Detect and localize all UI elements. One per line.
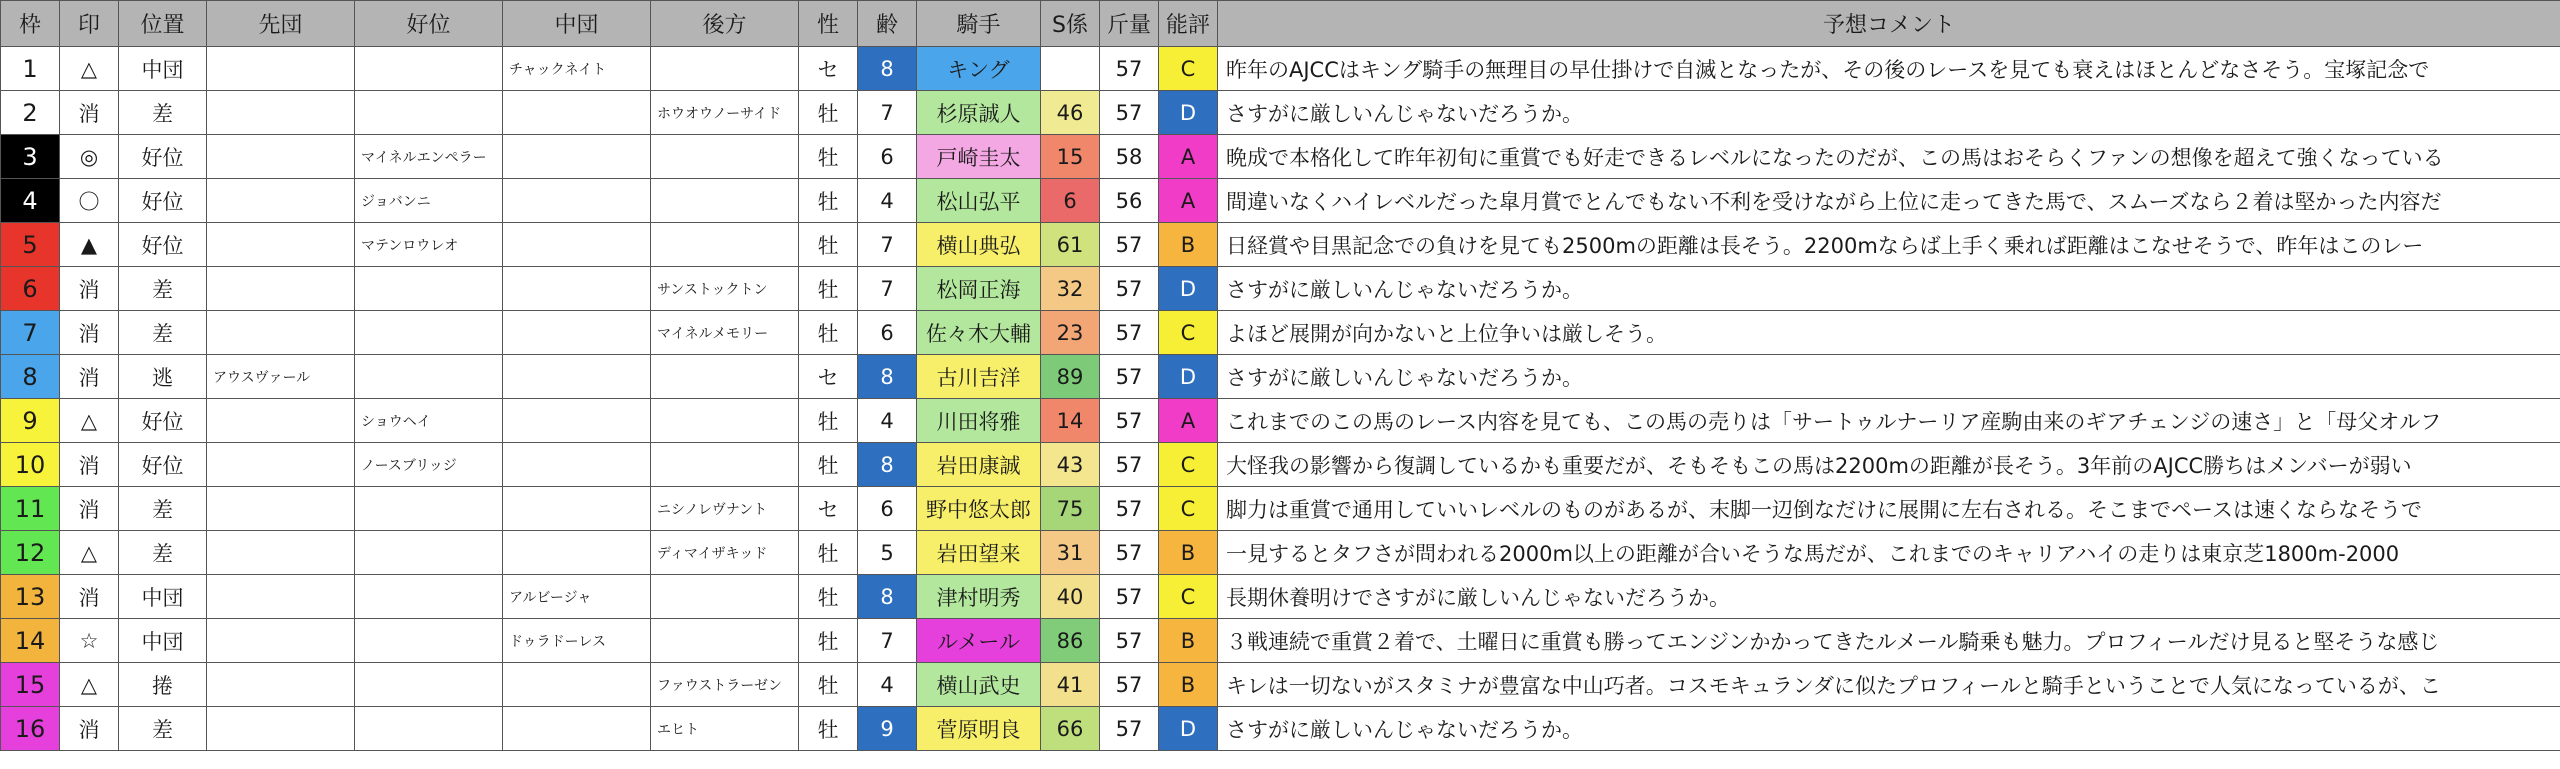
comment-cell: 一見するとタフさが問われる2000m以上の距離が合いそうな馬だが、これまでのキャリアハイの走りは東京芝1800m-2000: [1218, 531, 2560, 575]
sendan-cell: [207, 399, 355, 443]
s-index-cell: 23: [1041, 311, 1100, 355]
jockey-cell: 岩田康誠: [917, 443, 1041, 487]
koui-cell: マイネルエンペラー: [355, 135, 503, 179]
mark-cell: 消: [60, 707, 119, 751]
s-index-cell: 75: [1041, 487, 1100, 531]
chudan-cell: [503, 531, 651, 575]
chudan-cell: [503, 707, 651, 751]
grade-cell: B: [1159, 223, 1218, 267]
koui-cell: ショウヘイ: [355, 399, 503, 443]
jockey-cell: 松山弘平: [917, 179, 1041, 223]
s-index-cell: 66: [1041, 707, 1100, 751]
position-cell: 好位: [119, 135, 207, 179]
sex-cell: 牡: [799, 91, 858, 135]
mark-cell: ☆: [60, 619, 119, 663]
grade-cell: B: [1159, 531, 1218, 575]
age-cell: 6: [858, 487, 917, 531]
header-chudan: 中団: [503, 1, 651, 47]
jockey-cell: 川田将雅: [917, 399, 1041, 443]
kouhou-cell: マイネルメモリー: [651, 311, 799, 355]
mark-cell: 消: [60, 267, 119, 311]
header-kouhou: 後方: [651, 1, 799, 47]
comment-cell: ３戦連続で重賞２着で、土曜日に重賞も勝ってエンジンかかってきたルメール騎乗も魅力。プロフィールだけ見ると堅そうな感じ: [1218, 619, 2560, 663]
waku-cell: 12: [1, 531, 60, 575]
jockey-cell: 古川吉洋: [917, 355, 1041, 399]
mark-cell: △: [60, 663, 119, 707]
comment-cell: さすがに厳しいんじゃないだろうか。: [1218, 267, 2560, 311]
jockey-cell: 杉原誠人: [917, 91, 1041, 135]
header-mark: 印: [60, 1, 119, 47]
comment-cell: 日経賞や目黒記念での負けを見ても2500mの距離は長そう。2200mならば上手く乗れば距離はこなせそうで、昨年はこのレー: [1218, 223, 2560, 267]
grade-cell: C: [1159, 443, 1218, 487]
mark-cell: 消: [60, 575, 119, 619]
weight-cell: 56: [1100, 179, 1159, 223]
mark-cell: △: [60, 531, 119, 575]
sendan-cell: [207, 575, 355, 619]
grade-cell: C: [1159, 487, 1218, 531]
age-cell: 8: [858, 47, 917, 91]
chudan-cell: [503, 399, 651, 443]
s-index-cell: [1041, 47, 1100, 91]
age-cell: 8: [858, 443, 917, 487]
weight-cell: 57: [1100, 531, 1159, 575]
weight-cell: 57: [1100, 47, 1159, 91]
chudan-cell: [503, 223, 651, 267]
weight-cell: 57: [1100, 91, 1159, 135]
sendan-cell: [207, 267, 355, 311]
s-index-cell: 40: [1041, 575, 1100, 619]
s-index-cell: 41: [1041, 663, 1100, 707]
kouhou-cell: サンストックトン: [651, 267, 799, 311]
sendan-cell: [207, 223, 355, 267]
jockey-cell: 横山典弘: [917, 223, 1041, 267]
kouhou-cell: [651, 135, 799, 179]
jockey-cell: 佐々木大輔: [917, 311, 1041, 355]
table-row: [1, 47, 2560, 91]
position-cell: 好位: [119, 443, 207, 487]
waku-cell: 7: [1, 311, 60, 355]
chudan-cell: アルビージャ: [503, 575, 651, 619]
chudan-cell: [503, 311, 651, 355]
sex-cell: 牡: [799, 443, 858, 487]
position-cell: 差: [119, 267, 207, 311]
sendan-cell: [207, 487, 355, 531]
comment-cell: 間違いなくハイレベルだった皐月賞でとんでもない不利を受けながら上位に走ってきた馬で、スムーズなら２着は堅かった内容だ: [1218, 179, 2560, 223]
comment-cell: 晩成で本格化して昨年初旬に重賞でも好走できるレベルになったのだが、この馬はおそらくファンの想像を超えて強くなっている: [1218, 135, 2560, 179]
position-cell: 差: [119, 487, 207, 531]
kouhou-cell: [651, 575, 799, 619]
table-row: [1, 575, 2560, 619]
waku-cell: 2: [1, 91, 60, 135]
table-row: [1, 487, 2560, 531]
weight-cell: 57: [1100, 619, 1159, 663]
age-cell: 4: [858, 179, 917, 223]
age-cell: 5: [858, 531, 917, 575]
position-cell: 中団: [119, 47, 207, 91]
waku-cell: 15: [1, 663, 60, 707]
koui-cell: [355, 575, 503, 619]
table-row: [1, 179, 2560, 223]
waku-cell: 4: [1, 179, 60, 223]
s-index-cell: 61: [1041, 223, 1100, 267]
sex-cell: 牡: [799, 267, 858, 311]
age-cell: 4: [858, 663, 917, 707]
waku-cell: 5: [1, 223, 60, 267]
grade-cell: D: [1159, 267, 1218, 311]
chudan-cell: [503, 135, 651, 179]
koui-cell: [355, 619, 503, 663]
kouhou-cell: [651, 223, 799, 267]
kouhou-cell: [651, 179, 799, 223]
position-cell: 逃: [119, 355, 207, 399]
chudan-cell: [503, 179, 651, 223]
comment-cell: よほど展開が向かないと上位争いは厳しそう。: [1218, 311, 2560, 355]
sendan-cell: [207, 707, 355, 751]
sendan-cell: [207, 619, 355, 663]
weight-cell: 57: [1100, 575, 1159, 619]
waku-cell: 8: [1, 355, 60, 399]
sex-cell: 牡: [799, 575, 858, 619]
header-weight: 斤量: [1100, 1, 1159, 47]
mark-cell: 消: [60, 443, 119, 487]
koui-cell: [355, 663, 503, 707]
kouhou-cell: ホウオウノーサイド: [651, 91, 799, 135]
jockey-cell: 横山武史: [917, 663, 1041, 707]
position-cell: 中団: [119, 575, 207, 619]
weight-cell: 57: [1100, 663, 1159, 707]
sex-cell: 牡: [799, 619, 858, 663]
waku-cell: 6: [1, 267, 60, 311]
chudan-cell: [503, 267, 651, 311]
waku-cell: 16: [1, 707, 60, 751]
header-position: 位置: [119, 1, 207, 47]
sex-cell: 牡: [799, 135, 858, 179]
jockey-cell: 野中悠太郎: [917, 487, 1041, 531]
position-cell: 好位: [119, 179, 207, 223]
koui-cell: [355, 487, 503, 531]
jockey-cell: 岩田望来: [917, 531, 1041, 575]
s-index-cell: 31: [1041, 531, 1100, 575]
chudan-cell: [503, 663, 651, 707]
grade-cell: D: [1159, 355, 1218, 399]
jockey-cell: 松岡正海: [917, 267, 1041, 311]
sex-cell: 牡: [799, 663, 858, 707]
position-cell: 差: [119, 707, 207, 751]
weight-cell: 57: [1100, 487, 1159, 531]
comment-cell: 昨年のAJCCはキング騎手の無理目の早仕掛けで自滅となったが、その後のレースを見ても衰えはほとんどなさそう。宝塚記念で: [1218, 47, 2560, 91]
sendan-cell: [207, 443, 355, 487]
position-cell: 中団: [119, 619, 207, 663]
sendan-cell: [207, 179, 355, 223]
sex-cell: セ: [799, 47, 858, 91]
kouhou-cell: [651, 443, 799, 487]
sex-cell: セ: [799, 355, 858, 399]
header-sendan: 先団: [207, 1, 355, 47]
table-body: [1, 47, 2560, 751]
mark-cell: 〇: [60, 179, 119, 223]
chudan-cell: [503, 443, 651, 487]
s-index-cell: 86: [1041, 619, 1100, 663]
header-sex: 性: [799, 1, 858, 47]
header-grade: 能評: [1159, 1, 1218, 47]
table-row: [1, 619, 2560, 663]
sex-cell: 牡: [799, 399, 858, 443]
grade-cell: D: [1159, 707, 1218, 751]
table-row: [1, 707, 2560, 751]
koui-cell: [355, 311, 503, 355]
table-row: [1, 355, 2560, 399]
header-comment: 予想コメント: [1218, 1, 2560, 47]
comment-cell: さすがに厳しいんじゃないだろうか。: [1218, 355, 2560, 399]
kouhou-cell: [651, 355, 799, 399]
age-cell: 9: [858, 707, 917, 751]
weight-cell: 57: [1100, 311, 1159, 355]
comment-cell: キレは一切ないがスタミナが豊富な中山巧者。コスモキュランダに似たプロフィールと騎手ということで人気になっているが、こ: [1218, 663, 2560, 707]
waku-cell: 13: [1, 575, 60, 619]
s-index-cell: 89: [1041, 355, 1100, 399]
koui-cell: [355, 531, 503, 575]
kouhou-cell: ディマイザキッド: [651, 531, 799, 575]
weight-cell: 57: [1100, 443, 1159, 487]
waku-cell: 1: [1, 47, 60, 91]
age-cell: 8: [858, 355, 917, 399]
position-cell: 捲: [119, 663, 207, 707]
table-row: [1, 663, 2560, 707]
mark-cell: 消: [60, 487, 119, 531]
sex-cell: 牡: [799, 707, 858, 751]
koui-cell: マテンロウレオ: [355, 223, 503, 267]
koui-cell: [355, 707, 503, 751]
mark-cell: 消: [60, 311, 119, 355]
weight-cell: 58: [1100, 135, 1159, 179]
jockey-cell: 菅原明良: [917, 707, 1041, 751]
sendan-cell: [207, 47, 355, 91]
comment-cell: さすがに厳しいんじゃないだろうか。: [1218, 91, 2560, 135]
weight-cell: 57: [1100, 223, 1159, 267]
table-row: [1, 399, 2560, 443]
koui-cell: [355, 47, 503, 91]
position-cell: 好位: [119, 223, 207, 267]
header-waku: 枠: [1, 1, 60, 47]
age-cell: 7: [858, 91, 917, 135]
koui-cell: ノースブリッジ: [355, 443, 503, 487]
grade-cell: B: [1159, 619, 1218, 663]
age-cell: 7: [858, 223, 917, 267]
sendan-cell: [207, 91, 355, 135]
sex-cell: 牡: [799, 179, 858, 223]
position-cell: 差: [119, 91, 207, 135]
grade-cell: A: [1159, 399, 1218, 443]
age-cell: 7: [858, 619, 917, 663]
koui-cell: [355, 267, 503, 311]
comment-cell: これまでのこの馬のレース内容を見ても、この馬の売りは「サートゥルナーリア産駒由来のギアチェンジの速さ」と「母父オルフ: [1218, 399, 2560, 443]
sex-cell: 牡: [799, 223, 858, 267]
s-index-cell: 32: [1041, 267, 1100, 311]
kouhou-cell: ファウストラーゼン: [651, 663, 799, 707]
position-cell: 差: [119, 311, 207, 355]
position-cell: 差: [119, 531, 207, 575]
sendan-cell: [207, 135, 355, 179]
mark-cell: △: [60, 399, 119, 443]
grade-cell: A: [1159, 179, 1218, 223]
kouhou-cell: ニシノレヴナント: [651, 487, 799, 531]
sex-cell: 牡: [799, 311, 858, 355]
mark-cell: 消: [60, 91, 119, 135]
mark-cell: 消: [60, 355, 119, 399]
weight-cell: 57: [1100, 355, 1159, 399]
comment-cell: 長期休養明けでさすがに厳しいんじゃないだろうか。: [1218, 575, 2560, 619]
waku-cell: 3: [1, 135, 60, 179]
sex-cell: セ: [799, 487, 858, 531]
chudan-cell: ドゥラドーレス: [503, 619, 651, 663]
jockey-cell: キング: [917, 47, 1041, 91]
grade-cell: A: [1159, 135, 1218, 179]
jockey-cell: 戸崎圭太: [917, 135, 1041, 179]
sex-cell: 牡: [799, 531, 858, 575]
s-index-cell: 43: [1041, 443, 1100, 487]
grade-cell: C: [1159, 311, 1218, 355]
s-index-cell: 46: [1041, 91, 1100, 135]
grade-cell: B: [1159, 663, 1218, 707]
weight-cell: 57: [1100, 267, 1159, 311]
sendan-cell: アウスヴァール: [207, 355, 355, 399]
comment-cell: 脚力は重賞で通用していいレベルのものがあるが、末脚一辺倒なだけに展開に左右される。そこまでペースは速くならなそうで: [1218, 487, 2560, 531]
header-jockey: 騎手: [917, 1, 1041, 47]
s-index-cell: 6: [1041, 179, 1100, 223]
weight-cell: 57: [1100, 399, 1159, 443]
header-age: 齢: [858, 1, 917, 47]
grade-cell: C: [1159, 47, 1218, 91]
sendan-cell: [207, 663, 355, 707]
grade-cell: D: [1159, 91, 1218, 135]
waku-cell: 11: [1, 487, 60, 531]
koui-cell: ジョバンニ: [355, 179, 503, 223]
age-cell: 6: [858, 135, 917, 179]
table-row: [1, 91, 2560, 135]
waku-cell: 10: [1, 443, 60, 487]
kouhou-cell: エヒト: [651, 707, 799, 751]
s-index-cell: 15: [1041, 135, 1100, 179]
jockey-cell: ルメール: [917, 619, 1041, 663]
chudan-cell: [503, 91, 651, 135]
mark-cell: △: [60, 47, 119, 91]
mark-cell: ▲: [60, 223, 119, 267]
kouhou-cell: [651, 399, 799, 443]
header-s-index: S係: [1041, 1, 1100, 47]
sendan-cell: [207, 311, 355, 355]
chudan-cell: [503, 355, 651, 399]
koui-cell: [355, 91, 503, 135]
table-row: [1, 443, 2560, 487]
header-row: [1, 1, 2560, 47]
mark-cell: ◎: [60, 135, 119, 179]
age-cell: 6: [858, 311, 917, 355]
s-index-cell: 14: [1041, 399, 1100, 443]
position-cell: 好位: [119, 399, 207, 443]
chudan-cell: [503, 487, 651, 531]
weight-cell: 57: [1100, 707, 1159, 751]
sendan-cell: [207, 531, 355, 575]
table-row: [1, 311, 2560, 355]
chudan-cell: チャックネイト: [503, 47, 651, 91]
age-cell: 7: [858, 267, 917, 311]
kouhou-cell: [651, 47, 799, 91]
kouhou-cell: [651, 619, 799, 663]
age-cell: 8: [858, 575, 917, 619]
waku-cell: 9: [1, 399, 60, 443]
table-row: [1, 267, 2560, 311]
table-row: [1, 135, 2560, 179]
comment-cell: 大怪我の影響から復調しているかも重要だが、そもそもこの馬は2200mの距離が長そう。3年前のAJCC勝ちはメンバーが弱い: [1218, 443, 2560, 487]
table-row: [1, 223, 2560, 267]
header-koui: 好位: [355, 1, 503, 47]
comment-cell: さすがに厳しいんじゃないだろうか。: [1218, 707, 2560, 751]
grade-cell: C: [1159, 575, 1218, 619]
age-cell: 4: [858, 399, 917, 443]
table-row: [1, 531, 2560, 575]
jockey-cell: 津村明秀: [917, 575, 1041, 619]
waku-cell: 14: [1, 619, 60, 663]
koui-cell: [355, 355, 503, 399]
